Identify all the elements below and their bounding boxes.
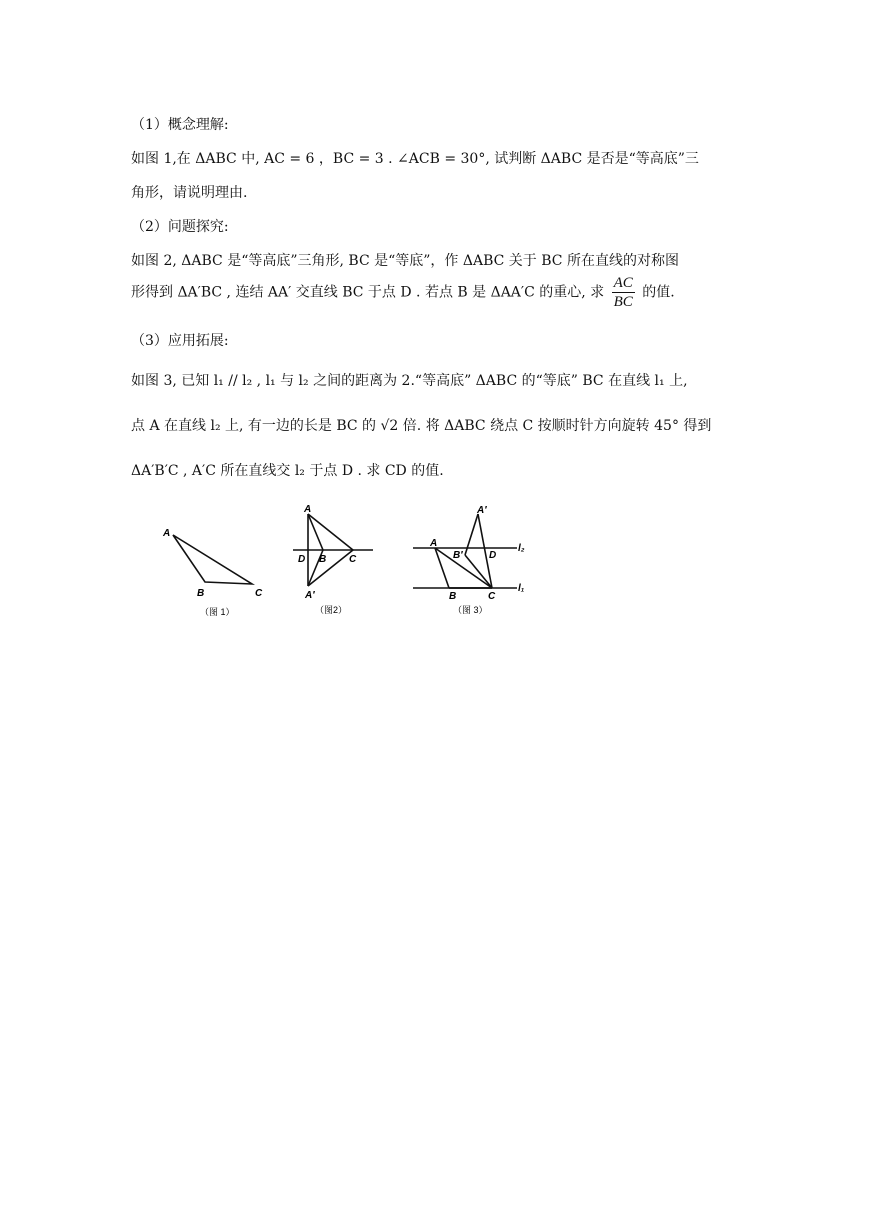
fig1-caption: （图 1） [200, 607, 235, 617]
fig2-label-c: C [349, 554, 357, 565]
fig3-label-b: B [449, 591, 457, 602]
fig1-label-c: C [255, 588, 263, 599]
fig2-label-b: B [319, 554, 327, 565]
part1-line2: 角形，请说明理由. [131, 185, 248, 201]
figures-panel [155, 500, 535, 625]
fig3-label-a-prime: A′ [477, 505, 487, 516]
part2-line2-post: 的值. [642, 284, 675, 301]
part2-line2-pre: 形得到 ΔA′BC , 连结 AA′ 交直线 BC 于点 D . 若点 B 是 ΔAA′C 的重心, 求 [131, 284, 605, 301]
fig3-label-l2: l₂ [518, 543, 525, 554]
fraction-numerator: AC [613, 275, 633, 291]
fig1-triangle [173, 535, 252, 584]
fig3-caption: （图 3） [453, 605, 488, 615]
fig2-label-a-prime: A′ [305, 590, 315, 601]
part1-line1: 如图 1,在 ΔABC 中, AC = 6 ，BC = 3 . ∠ACB = 30°, 试判断 ΔABC 是否是“等高底”三 [131, 151, 699, 167]
fraction-denominator: BC [613, 294, 633, 310]
fig3-label-d: D [489, 550, 497, 561]
part3-line2: 点 A 在直线 l₂ 上, 有一边的长是 BC 的 √2 倍. 将 ΔABC 绕点 C 按顺时针方向旋转 45° 得到 [131, 418, 712, 434]
part3-line3: ΔA′B′C , A′C 所在直线交 l₂ 于点 D . 求 CD 的值. [131, 463, 444, 479]
part3-heading: （3）应用拓展: [131, 333, 229, 349]
fig3-label-c: C [488, 591, 496, 602]
figure-2 [293, 504, 373, 615]
fig3-segment-ac [435, 548, 492, 588]
part3-line1: 如图 3, 已知 l₁ // l₂ , l₁ 与 l₂ 之间的距离为 2.“等高底” ΔABC 的“等底” BC 在直线 l₁ 上, [131, 373, 688, 389]
figure-3 [413, 505, 525, 615]
part1-heading: （1）概念理解: [131, 117, 229, 133]
part2-line1: 如图 2, ΔABC 是“等高底”三角形, BC 是“等底”，作 ΔABC 关于 BC 所在直线的对称图 [131, 253, 679, 269]
fig3-label-b-prime: B′ [453, 550, 463, 561]
fig3-label-l1: l₁ [518, 583, 525, 594]
fig2-label-a: A [304, 504, 312, 515]
fig2-caption: （图2） [315, 605, 348, 615]
fraction-ac-bc [612, 274, 635, 311]
fig3-segment-a2b2 [465, 514, 478, 555]
fig2-label-d: D [298, 554, 306, 565]
fig3-label-a: A [430, 538, 438, 549]
fig3-segment-ab [435, 548, 449, 588]
part2-heading: （2）问题探究: [131, 219, 229, 235]
figure-1 [162, 528, 263, 617]
fig1-label-b: B [197, 588, 205, 599]
fig1-label-a: A [163, 528, 171, 539]
part2-line2 [131, 274, 675, 311]
